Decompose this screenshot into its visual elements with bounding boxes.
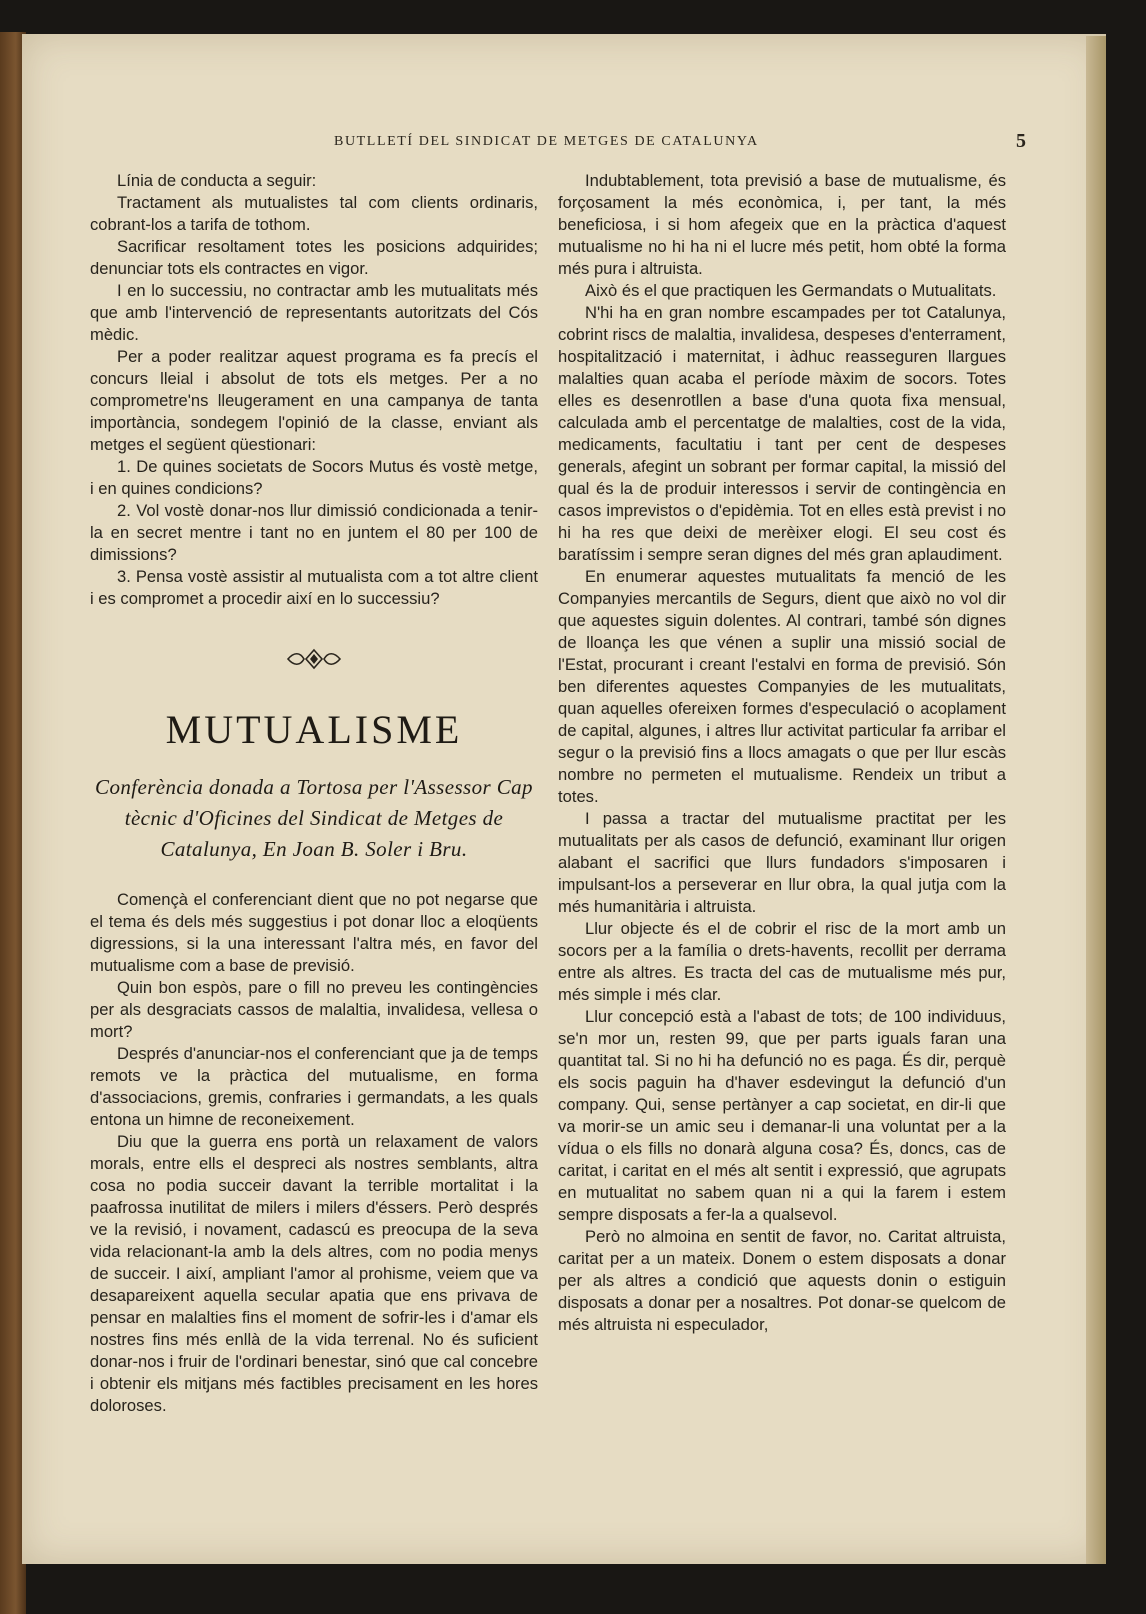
article-subtitle: Conferència donada a Tortosa per l'Assessor Cap tècnic d'Oficines del Sindicat de Metges de Catalunya, En Joan B. Soler i Bru. [95,775,533,861]
questionnaire-item: 2. Vol vostè donar-nos llur dimissió condicionada a tenir-la en secret mentre i tant no en juntem el 80 per 100 de dimissions? [90,501,538,564]
right-column [558,170,1006,1336]
paragraph: N'hi ha en gran nombre escampades per tot Catalunya, cobrint riscs de malaltia, invalidesa, despeses d'enterrament, hospitalització i maternitat, i àdhuc reasseguren llargues malalties quan acaba el període màxim de socors. Totes elles es desenrotllen a base d'una quota fixa mensual, calculada amb el percentatge de malalties, cost de la vida, medicaments, facultatiu i tant per cent de despeses generals, afegint un sobrant per formar capital, la missió del qual és la de produir interessos i servir de contingència en casos imprevistos o d'epidèmia. Tot en elles està previst i no hi ha res que deixi de merèixer elogi. El seu cost és baratíssim i sempre seran dignes del més gran aplaudiment. [558,303,1006,564]
left-column [90,170,538,1417]
decorative-fleuron-icon [90,648,538,674]
header-title: BUTLLETÍ DEL SINDICAT DE METGES DE CATALUNYA [334,134,759,149]
paragraph: Quin bon espòs, pare o fill no preveu les contingències per als desgraciats cassos de malaltia, invalidesa, vellesa o mort? [90,978,538,1041]
paragraph: Però no almoina en sentit de favor, no. Caritat altruista, caritat per a un mateix. Donem o estem disposats a donar per als altres a condició que aquests donin o estiguin disposats a donar per a nosaltres. Pot donar-se quelcom de més altruista ni especulador, [558,1227,1006,1334]
paragraph: Llur objecte és el de cobrir el risc de la mort amb un socors per a la família o drets-havents, recollit per derrama entre als altres. Es tracta del cas de mutualisme més pur, més simple i més clar. [558,919,1006,1004]
paragraph: Començà el conferenciant dient que no pot negarse que el tema és dels més suggestius i pot donar lloc a eloqüents digressions, si la una interessant l'altra més, en favor del mutualisme com a base de previsió. [90,890,538,975]
page-edge [1086,36,1106,1564]
running-header [22,130,1106,156]
paragraph: Després d'anunciar-nos el conferenciant que ja de temps remots ve la pràctica del mutualisme, en forma d'associacions, gremis, confraries i germandats, a les quals entona un himne de reconeixement. [90,1044,538,1129]
questionnaire-item: 1. De quines societats de Socors Mutus és vostè metge, i en quines condicions? [90,457,538,498]
paragraph: Línia de conducta a seguir: [117,171,317,190]
paragraph: Sacrificar resoltament totes les posicions adquirides; denunciar tots els contractes en vigor. [90,237,538,278]
paragraph: En enumerar aquestes mutualitats fa menció de les Companyies mercantils de Segurs, dient que això no vol dir que aquestes siguin dolentes. Al contrari, també són dignes de lloança les que vénen a suplir una missió social de l'Estat, procurant i creant l'estalvi en forma de previsió. Són ben diferentes aquestes Companyies de les mutualitats, quan aquelles ofereixen formes d'especulació o acoplament de capital, algunes, i altres llur activitat particular fa arribar el segur o la previsió fins a llocs amagats o que per llur escàs nombre no permeten el mutualisme. Rendeix un tribut a totes. [558,567,1006,806]
questionnaire-item: 3. Pensa vostè assistir al mutualista com a tot altre client i es compromet a procedir així en lo successiu? [90,567,538,608]
paragraph: Diu que la guerra ens portà un relaxament de valors morals, entre ells el despreci als nostres semblants, altra cosa no podia succeir davant la terrible mortalitat i la paafrossa inutilitat de milers i milers d'éssers. Però després ve la revisió, i novament, cadascú es preocupa de la seva vida relacionant-la amb la dels altres, com no podia menys de succeir. I així, ampliant l'amor al prohisme, veiem que va desapareixent aquella secular apatia que ens privava de pensar en malalties fins el moment de sofrir-les i d'amar els nostres fins més enllà de la vida terrenal. No és suficient donar-nos i fruir de l'ordinari benestar, sinó que cal concebre i obtenir els mitjans més factibles precisament en les hores doloroses. [90,1132,538,1415]
paragraph: Això és el que practiquen les Germandats o Mutualitats. [585,281,997,300]
paragraph: Llur concepció està a l'abast de tots; de 100 individuus, se'n mor un, resten 99, que per parts iguals faran una quantitat tal. Si no hi ha defunció no es paga. És dir, perquè els socis paguin ha d'haver esdevingut la defunció d'un company. Qui, sense pertànyer a cap societat, en dir-li que va morir-se un amic seu i demanar-li una voluntat per a la vídua o els fills no donarà alguna cosa? És, doncs, cas de caritat, i caritat en el més alt sentit i expressió, que agrupats en mutualitat no sabem quan ni a qui la farem i estem sempre disposats a fer-la a qualsevol. [558,1007,1006,1224]
article-title: MUTUALISME [165,707,463,752]
paragraph: Tractament als mutualistes tal com clients ordinaris, cobrant-los a tarifa de tothom. [90,193,538,234]
paragraph: Indubtablement, tota previsió a base de mutualisme, és forçosament la més econòmica, i, per tant, la més beneficiosa, i si hom afegeix que en la pràctica d'aquest mutualisme no hi ha ni el lucre més petit, hom obté la forma més pura i altruista. [558,171,1006,278]
page-number: 5 [1016,130,1026,152]
paragraph: Per a poder realitzar aquest programa es fa precís el concurs lleial i absolut de tots els metges. Per a no comprometre'ns lleugerament en una campanya de tanta importància, sondegem l'opinió de la classe, enviant als metges el següent qüestionari: [90,347,538,454]
page [22,34,1106,1564]
paragraph: I en lo successiu, no contractar amb les mutualitats més que amb l'intervenció de representants autoritzats del Cós mèdic. [90,281,538,344]
paragraph: I passa a tractar del mutualisme practitat per les mutualitats per als casos de defunció, examinant llur origen alabant el sacrifici que llurs fundadors s'imposaren i impulsant-los a perseverar en llur obra, la qual jutja com la més humanitària i altruista. [558,809,1006,916]
